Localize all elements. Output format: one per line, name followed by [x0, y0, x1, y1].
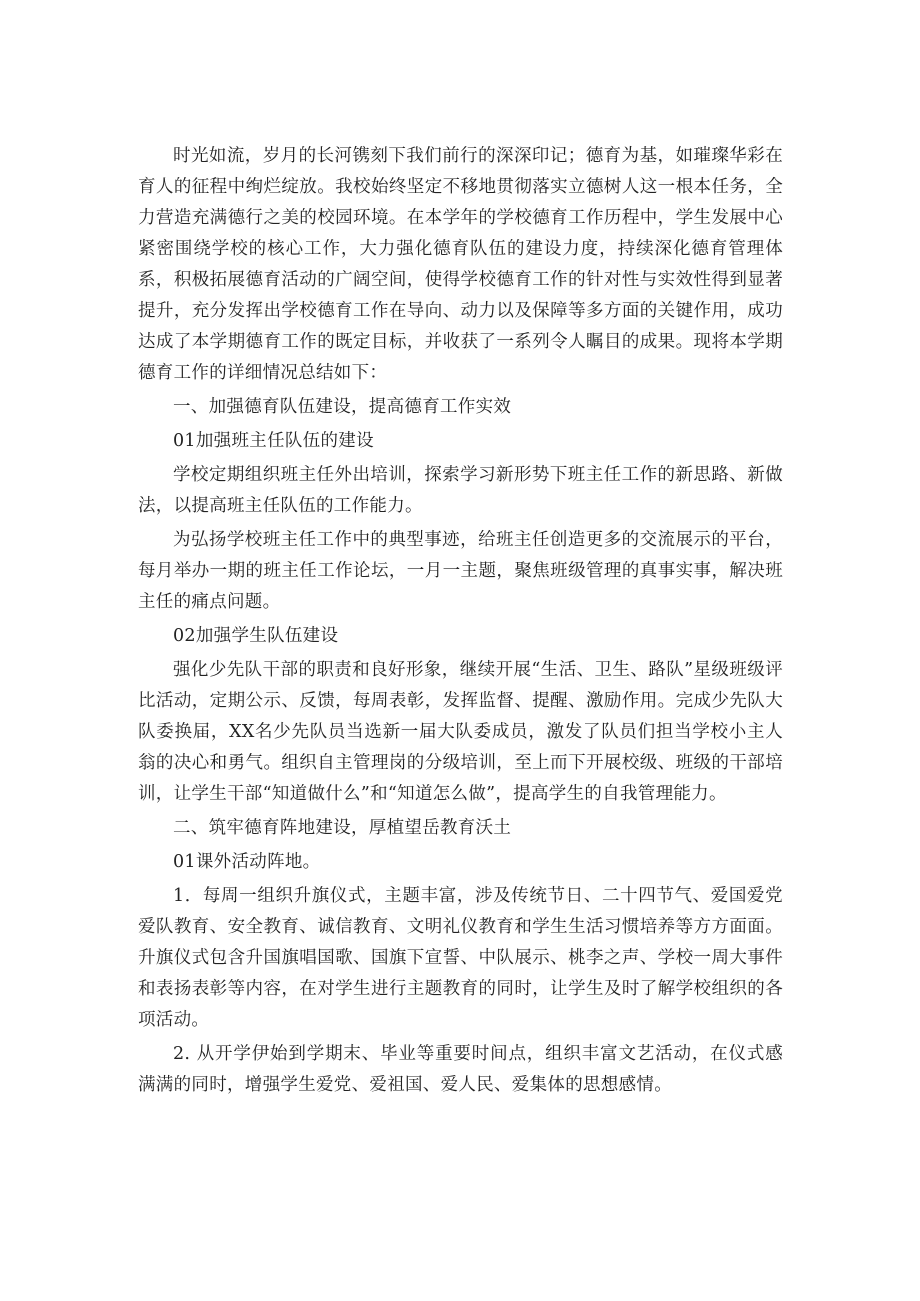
- section-1-paragraph-1: 学校定期组织班主任外出培训，探索学习新形势下班主任工作的新思路、新做法，以提高班主任队伍的工作能力。: [138, 465, 783, 516]
- section-2-heading: 二、筑牢德育阵地建设，厚植望岳教育沃土: [173, 818, 512, 838]
- section-1-paragraph-2: 为弘扬学校班主任工作中的典型事迹，给班主任创造更多的交流展示的平台，每月举办一期的班主任工作论坛，一月一主题，聚焦班级管理的真事实事，解决班主任的痛点问题。: [138, 530, 783, 612]
- section-2-item-2: 2. 从开学伊始到学期末、毕业等重要时间点，组织丰富文艺活动，在仪式感满满的同时，增强学生爱党、爱祖国、爱人民、爱集体的思想感情。: [138, 1044, 783, 1095]
- section-1-subheading-1: 01加强班主任队伍的建设: [173, 431, 374, 451]
- section-1-heading: 一、加强德育队伍建设，提高德育工作实效: [173, 397, 512, 417]
- document-page: [138, 141, 783, 1104]
- section-2-item-1: 1．每周一组织升旗仪式，主题丰富，涉及传统节日、二十四节气、爱国爱党爱队教育、安全教育、诚信教育、文明礼仪教育和学生生活习惯培养等方方面面。升旗仪式包含升国旗唱国歌、国旗下宣誓、中队展示、桃李之声、学校一周大事件和表扬表彰等内容，在对学生进行主题教育的同时，让学生及时了解学校组织的各项活动。: [138, 886, 783, 1030]
- section-1-paragraph-3: 强化少先队干部的职责和良好形象，继续开展“生活、卫生、路队”星级班级评比活动，定期公示、反馈，每周表彰，发挥监督、提醒、激励作用。完成少先队大队委换届，XX名少先队员当选新一届大队委成员，激发了队员们担当学校小主人翁的决心和勇气。组织自主管理岗的分级培训，至上而下开展校级、班级的干部培训，让学生干部“知道做什么”和“知道怎么做”，提高学生的自我管理能力。: [138, 660, 783, 804]
- intro-paragraph: 时光如流，岁月的长河镌刻下我们前行的深深印记；德育为基，如璀璨华彩在育人的征程中绚烂绽放。我校始终坚定不移地贯彻落实立德树人这一根本任务，全力营造充满德行之美的校园环境。在本学年的学校德育工作历程中，学生发展中心紧密围绕学校的核心工作，大力强化德育队伍的建设力度，持续深化德育管理体系，积极拓展德育活动的广阔空间，使得学校德育工作的针对性与实效性得到显著提升，充分发挥出学校德育工作在导向、动力以及保障等多方面的关键作用，成功达成了本学期德育工作的既定目标，并收获了一系列令人瞩目的成果。现将本学期德育工作的详细情况总结如下：: [138, 146, 783, 383]
- section-2-subheading-1: 01课外活动阵地。: [173, 852, 321, 872]
- section-1-subheading-2: 02加强学生队伍建设: [173, 626, 339, 646]
